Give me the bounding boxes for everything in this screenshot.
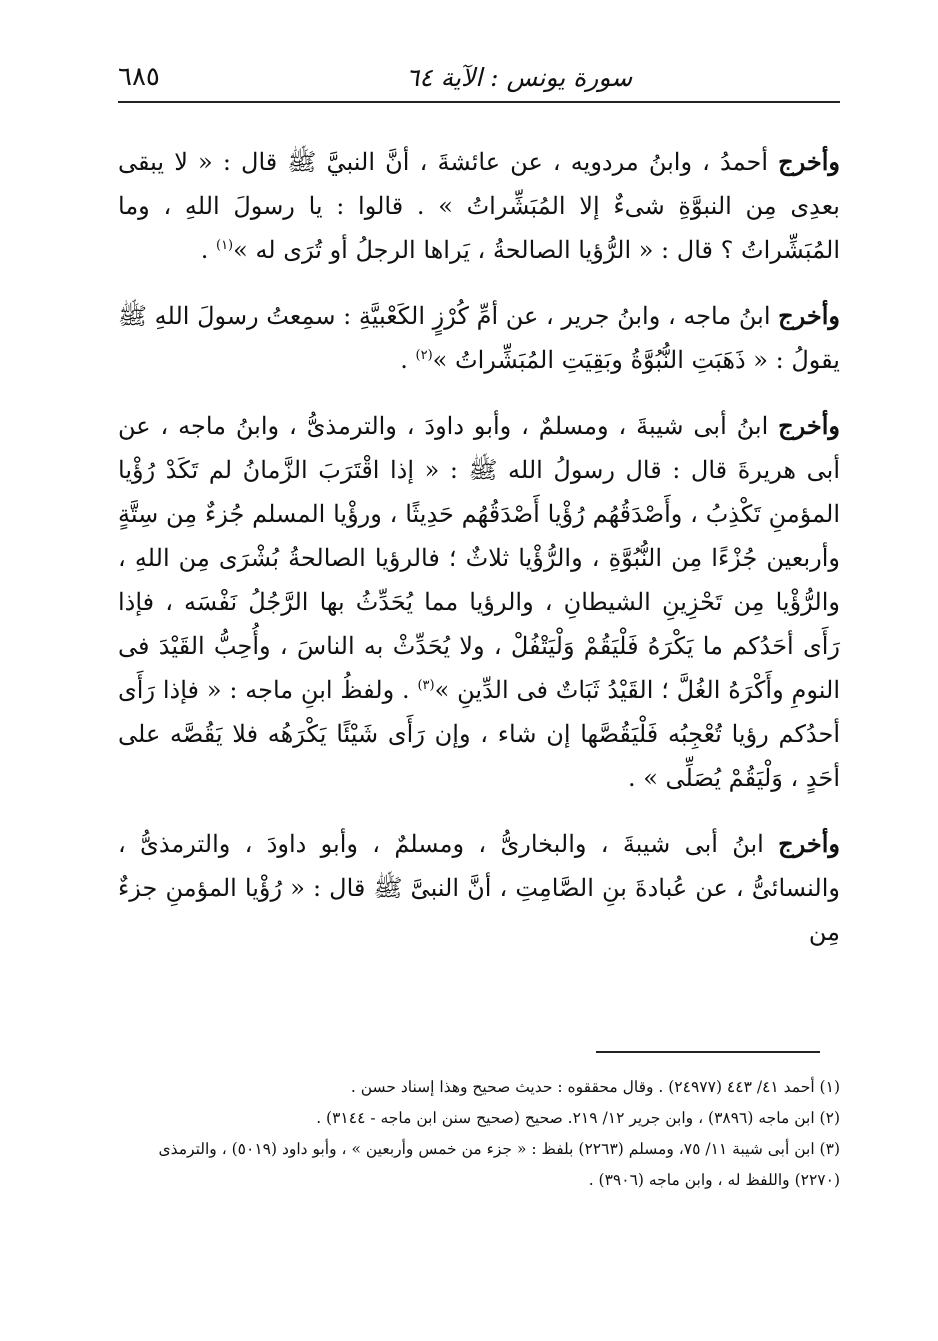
paragraph — [118, 822, 840, 954]
footnote-marker: (٣) — [417, 678, 435, 693]
footnote: (١) أحمد ٤١/ ٤٤٣ (٢٤٩٧٧) . وقال محققوه : حديث صحيح وهذا إسناد حسن . — [350, 1078, 840, 1096]
header-divider — [118, 101, 840, 103]
main-text — [118, 140, 840, 976]
paragraph-text: أحمدُ ، وابنُ مردويه ، عن عائشةَ ، أنَّ النبيَّ ﷺ قال : « لا يبقى بعدِى مِن النبوَّةِ شىءٌ إلا المُبَشِّراتُ » . قالوا : يا رسولَ اللهِ ، وما المُبَشِّراتُ ؟ قال : « الرُّؤيا الصالحةُ ، يَراها الرجلُ أو تُرَى له » — [118, 148, 840, 264]
paragraph-tail: . — [200, 236, 216, 264]
page-number: ٦٨٥ — [118, 62, 160, 92]
paragraph-tail: . ولفظُ ابنِ ماجه : « فإذا رَأَى أحدُكم رؤيا تُعْجِبُه فَلْيَقُصَّها إن شاء ، وإن رَأَى شَيْئًا يَكْرَهُه فلا يَقُصَّه على أحَدٍ ، وَلْيَقُمْ يُصَلِّى » . — [118, 676, 840, 792]
paragraph — [118, 404, 840, 800]
footnote: (٣) ابن أبى شيبة ١١/ ٧٥، ومسلم (٢٢٦٣) بلفظ : « جزء من خمس وأربعين » ، وأبو داود (٥٠١٩) ، والترمذى (٢٢٧٠) واللفظ له ، وابن ماجه (٣٩٠٦) . — [158, 1140, 840, 1189]
paragraph-tail: . — [400, 346, 416, 374]
paragraph-lead: وأخرج — [778, 147, 840, 176]
paragraph-text: ابنُ ماجه ، وابنُ جرير ، عن أمِّ كُرْزٍ الكَعْبيَّةِ : سمِعتُ رسولَ اللهِ ﷺ يقولُ : « ذَهَبَتِ النُّبُوَّةُ وبَقِيَتِ المُبَشِّراتُ » — [118, 302, 840, 374]
paragraph-text: ابنُ أبى شيبةَ ، ومسلمٌ ، وأبو داودَ ، والترمذىُّ ، وابنُ ماجه ، عن أبى هريرةَ قال : قال رسولُ الله ﷺ : « إذا اقْتَرَبَ الزَّمانُ لم تَكَدْ رُؤْيا المؤمنِ تَكْذِبُ ، وأَصْدَقُهُم رُؤْيا أَصْدَقُهُم حَدِيثًا ، ورؤْيا المسلم جُزءٌ مِن سِتَّةٍ وأربعين جُزْءًا مِن النُّبُوَّةِ ، والرُّؤْيا ثلاثٌ ؛ فالرؤيا الصالحةُ بُشْرَى مِن اللهِ ، والرُّؤْيا مِن تَحْزِينِ الشيطانِ ، والرؤيا مما يُحَدِّثُ بها الرَّجُلُ نَفْسَه ، فإذا رَأَى أحَدُكم ما يَكْرَهُ فَلْيَقُمْ وَلْيَتْفُلْ ، ولا يُحَدِّثْ به الناسَ ، وأُحِبُّ القَيْدَ فى النومِ وأَكْرَهُ الغُلَّ ؛ القَيْدُ ثَبَاتٌ فى الدِّينِ » — [118, 412, 841, 704]
footnote: (٢) ابن ماجه (٣٨٩٦) ، وابن جرير ١٢/ ٢١٩. صحيح (صحيح سنن ابن ماجه - ٣١٤٤) . — [316, 1109, 840, 1127]
surah-title: سورة يونس : الآية ٦٤ — [405, 62, 633, 92]
paragraph-lead: وأخرج — [778, 301, 840, 330]
footnote-marker: (٢) — [415, 348, 433, 363]
page-header — [118, 52, 840, 102]
footnotes — [118, 1072, 840, 1196]
paragraph-lead: وأخرج — [778, 829, 840, 858]
footnote-marker: (١) — [215, 238, 234, 253]
paragraph-lead: وأخرج — [778, 411, 840, 440]
paragraph — [118, 140, 840, 272]
paragraph — [118, 294, 840, 382]
footnote-divider — [596, 1051, 820, 1053]
paragraph-text: ابنُ أبى شيبةَ ، والبخارىُّ ، ومسلمٌ ، وأبو داودَ ، والترمذىُّ ، والنسائىُّ ، عن عُبادةَ بنِ الصَّامِتِ ، أنَّ النبىَّ ﷺ قال : « رُؤْيا المؤمنِ جزءٌ مِن — [118, 830, 840, 946]
